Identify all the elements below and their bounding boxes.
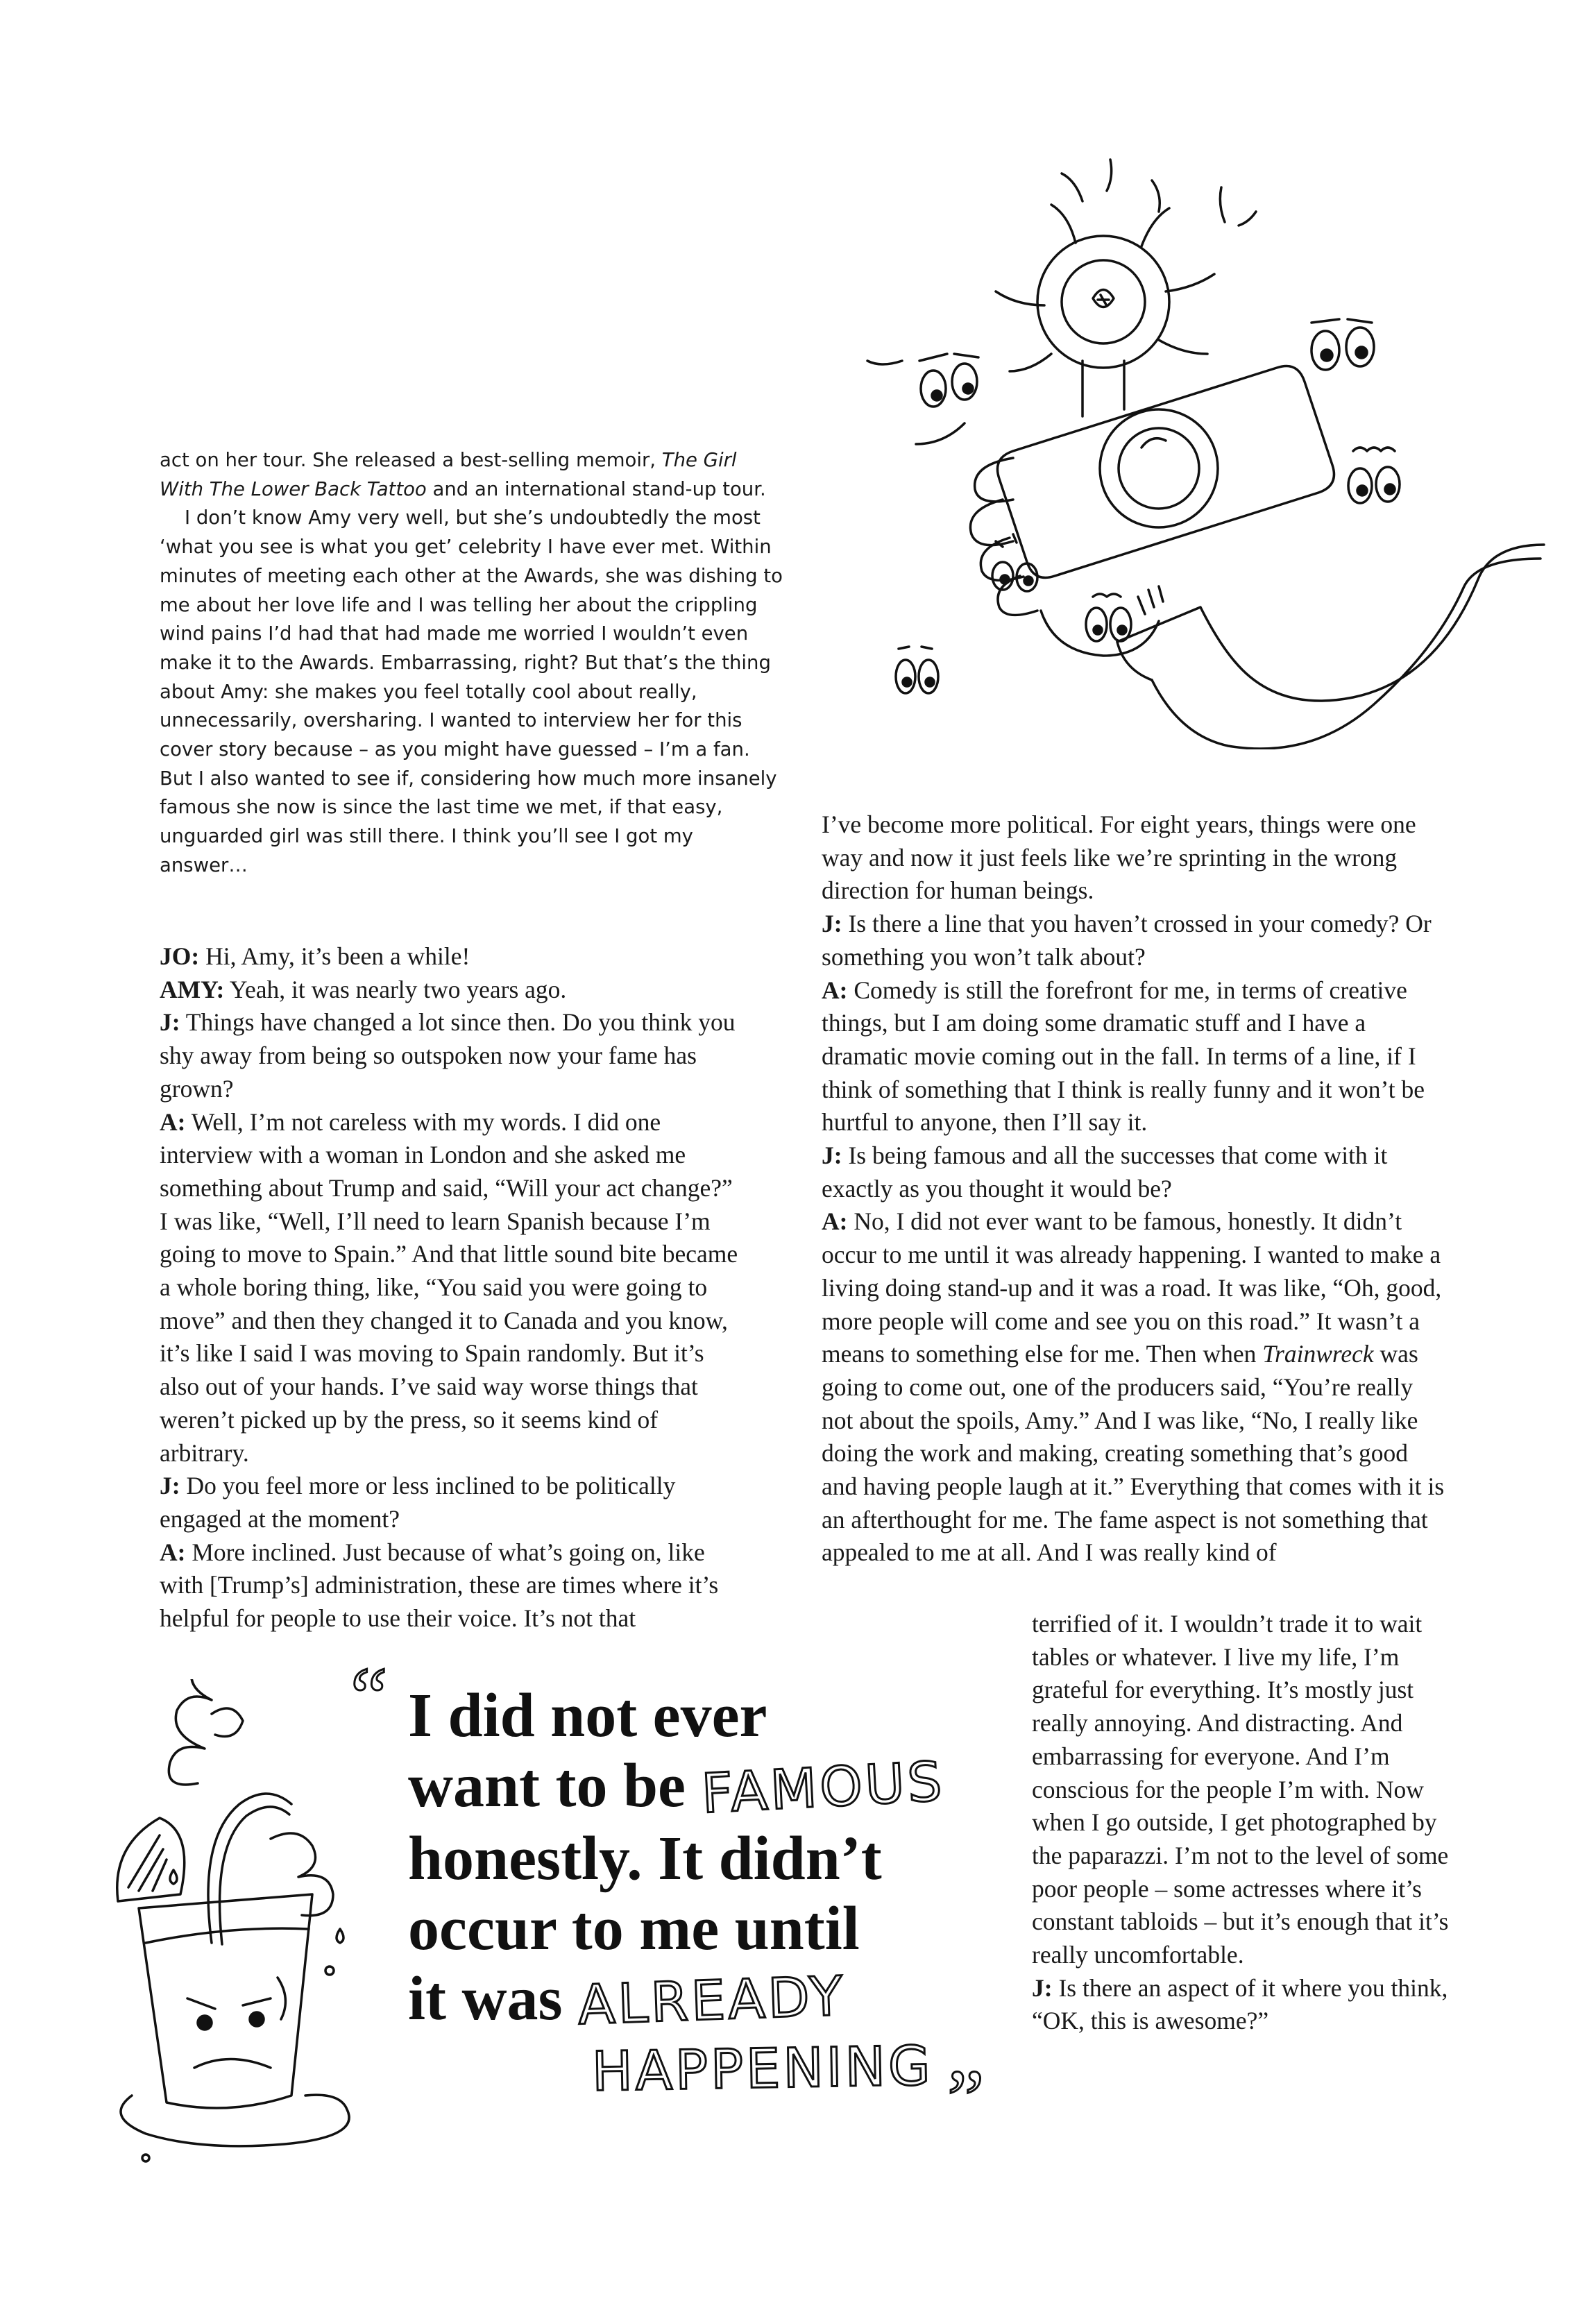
pull-quote-line: it was ALREADY [408,1964,1033,2037]
interview-left-column [160,940,742,1635]
interview-line: JO: Hi, Amy, it’s been a while! [160,942,470,970]
quote-open-mark: “ [350,1650,388,1742]
interview-line: J: Is there an aspect of it where you think, “OK, this is awesome?” [1032,1973,1448,2035]
spilled-drink-illustration [90,1679,409,2186]
interview-right-column [822,808,1446,1570]
interview-line: J: Is being famous and all the successes that come with it exactly as you thought it would be? [822,1141,1388,1203]
pull-quote-line: occur to me until [408,1894,860,1963]
intro-paragraph-1: act on her tour. She released a best-selling memoir, The Girl With The Lower Back Tattoo and an international stand-up tour. [160,449,766,500]
film-title: Trainwreck [1262,1340,1374,1368]
pull-quote-line: want to be FAMOUS [408,1751,1033,1824]
pull-quote [408,1681,1033,2104]
interview-line: A: Comedy is still the forefront for me, in terms of creative things, but I am doing some dramatic stuff and I have a dramatic movie coming out in the fall. In terms of a line, if I think of something that I think is really funny and it won’t be hurtful to anyone, then I’ll say it. [822,976,1425,1137]
intro-text [160,446,784,881]
interview-line: A: No, I did not ever want to be famous, honestly. It didn’t occur to me until it was already happening. I wanted to make a living doing stand-up and it was a road. It was like, “Oh, good, more people will come and see you on this road.” It wasn’t a means to something else for me. Then when Trainwreck was going to come out, one of the producers said, “You’re really not about the spoils, Amy.” And I was like, “No, I really like doing the work and making, creating something that’s good and having people laugh at it.” Everything that comes with it is an afterthought for me. The fame aspect is not something that appealed to me at all. And I was really kind of [822,1207,1445,1567]
interview-right-column-narrow [1032,1608,1462,2038]
quote-close-mark: ” [947,2053,985,2145]
interview-line: AMY: Yeah, it was nearly two years ago. [160,975,567,1003]
camera-paparazzi-illustration [854,153,1547,749]
interview-line: J: Things have changed a lot since then. Do you think you shy away from being so outspoken now your fame has grown? [160,1008,736,1103]
interview-continuation: terrified of it. I wouldn’t trade it to wait tables or whatever. I live my life, I’m grateful for everything. It’s mostly just really annoying. And distracting. And embarrassing for everyone. And I’m conscious for the people I’m with. Now when I go outside, I get photographed by the paparazzi. I’m not to the level of some poor people – some actresses where it’s constant tabloids – but it’s enough that it’s really uncomfortable. [1032,1610,1449,1969]
interview-line: J: Do you feel more or less inclined to be politically engaged at the moment? [160,1472,676,1533]
pull-quote-already: ALREADY [577,1965,847,2037]
pull-quote-famous: FAMOUS [699,1750,946,1826]
pull-quote-happening: HAPPENING [591,2034,934,2104]
interview-continuation: I’ve become more political. For eight years, things were one way and now it just feels like we’re sprinting in the wrong direction for human beings. [822,810,1416,905]
interview-line: A: Well, I’m not careless with my words. I did one interview with a woman in London and she asked me something about Trump and said, “Will your act change?” I was like, “Well, I’ll need to learn Spanish because I’m going to move to Spain.” And that little sound bite became a whole boring thing, like, “You said you were going to move” and then they changed it to Canada and you know, it’s like I said I was moving to Spain randomly. But it’s also out of your hands. I’ve said way worse things that weren’t picked up by the press, so it seems kind of arbitrary. [160,1107,738,1467]
interview-line: A: More inclined. Just because of what’s going on, like with [Trump’s] administration, these are times where it’s helpful for people to use their voice. It’s not that [160,1538,719,1633]
interview-line: J: Is there a line that you haven’t crossed in your comedy? Or something you won’t talk about? [822,910,1432,971]
book-title: The Girl With The Lower Back Tattoo [160,449,737,500]
pull-quote-line: I did not ever [408,1681,767,1750]
pull-quote-line: honestly. It didn’t [408,1824,882,1893]
intro-paragraph-2: I don’t know Amy very well, but she’s undoubtedly the most ‘what you see is what you get’ celebrity I have ever met. Within minutes of meeting each other at the Awards, she was dishing to me about her love life and I was telling her about the crippling wind pains I’d had that had made me worried I wouldn’t even make it to the Awards. Embarrassing, right? But that’s the thing about Amy: she makes you feel totally cool about really, unnecessarily, oversharing. I wanted to interview her for this cover story because – as you might have guessed – I’m a fan. But I also wanted to see if, considering how much more insanely famous she now is since the last time we met, if that easy, unguarded girl was still there. I think you’ll see I got my answer… [160,507,783,876]
